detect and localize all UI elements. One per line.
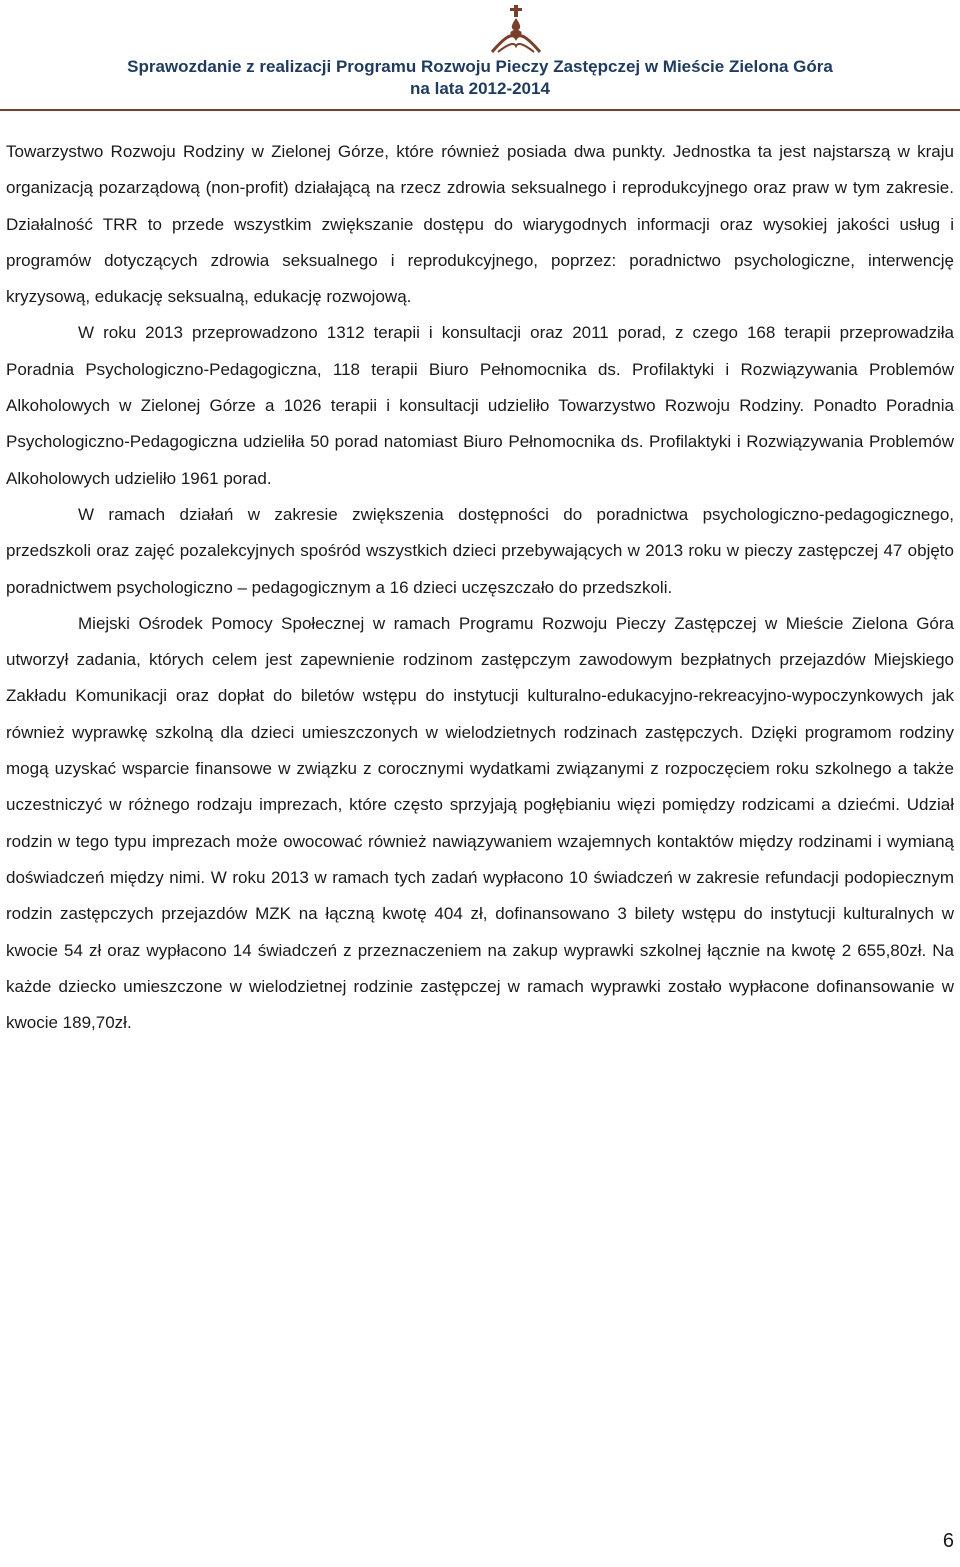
header-subtitle: na lata 2012-2014 bbox=[410, 79, 550, 98]
document-body bbox=[6, 134, 954, 1041]
city-crest-logo-icon bbox=[488, 2, 544, 54]
paragraph: Towarzystwo Rozwoju Rodziny w Zielonej Górze, które również posiada dwa punkty. Jednostka ta jest najstarszą w kraju organizacją pozarządową (non-profit) działającą na rzecz zdrowia seksualnego i reprodukcyjnego oraz praw w tym zakresie. Działalność TRR to przede wszystkim zwiększanie dostępu do wiarygodnych informacji oraz wysokiej jakości usług i programów dotyczących zdrowia seksualnego i reprodukcyjnego, poprzez: poradnictwo psychologiczne, interwencję kryzysową, edukację seksualną, edukację rozwojową. bbox=[6, 142, 954, 307]
paragraph: Miejski Ośrodek Pomocy Społecznej w ramach Programu Rozwoju Pieczy Zastępczej w Mieście Zielona Góra utworzył zadania, których celem jest zapewnienie rodzinom zastępczym zawodowym bezpłatnych przejazdów Miejskiego Zakładu Komunikacji oraz dopłat do biletów wstępu do instytucji kulturalno-edukacyjno-rekreacyjno-wypoczynkowych jak również wyprawkę szkolną dla dzieci umieszczonych w wielodzietnych rodzinach zastępczych. Dzięki programom rodziny mogą uzyskać wsparcie finansowe w związku z corocznymi wydatkami związanymi z rozpoczęciem roku szkolnego a także uczestniczyć w różnego rodzaju imprezach, które często sprzyjają pogłębianiu więzi pomiędzy rodzicami a dziećmi. Udział rodzin w tego typu imprezach może owocować również nawiązywaniem wzajemnych kontaktów między rodzinami i wymianą doświadczeń między nimi. W roku 2013 w ramach tych zadań wypłacono 10 świadczeń w zakresie refundacji podopiecznym rodzin zastępczych przejazdów MZK na łączną kwotę 404 zł, dofinansowano 3 bilety wstępu do instytucji kulturalnych w kwocie 54 zł oraz wypłacono 14 świadczeń z przeznaczeniem na zakup wyprawki szkolnej łącznie na kwotę 2 655,80zł. Na każde dziecko umieszczone w wielodzietnej rodzinie zastępczej w ramach wyprawki zostało wypłacone dofinansowanie w kwocie 189,70zł. bbox=[6, 613, 954, 1033]
paragraph: W ramach działań w zakresie zwiększenia dostępności do poradnictwa psychologiczno-pedagogicznego, przedszkoli oraz zajęć pozalekcyjnych spośród wszystkich dzieci przebywających w 2013 roku w pieczy zastępczej 47 objęto poradnictwem psychologiczno – pedagogicznym a 16 dzieci uczęszczało do przedszkoli. bbox=[6, 504, 954, 597]
page-number: 6 bbox=[942, 1530, 954, 1552]
paragraph: W roku 2013 przeprowadzono 1312 terapii i konsultacji oraz 2011 porad, z czego 168 terapii przeprowadziła Poradnia Psychologiczno-Pedagogiczna, 118 terapii Biuro Pełnomocnika ds. Profilaktyki i Rozwiązywania Problemów Alkoholowych w Zielonej Górze a 1026 terapii i konsultacji udzieliło Towarzystwo Rozwoju Rodziny. Ponadto Poradnia Psychologiczno-Pedagogiczna udzieliła 50 porad natomiast Biuro Pełnomocnika ds. Profilaktyki i Rozwiązywania Problemów Alkoholowych udzieliło 1961 porad. bbox=[6, 323, 954, 488]
document-header bbox=[0, 56, 960, 100]
header-title: Sprawozdanie z realizacji Programu Rozwoju Pieczy Zastępczej w Mieście Zielona Góra bbox=[127, 57, 833, 76]
header-divider bbox=[0, 109, 960, 111]
